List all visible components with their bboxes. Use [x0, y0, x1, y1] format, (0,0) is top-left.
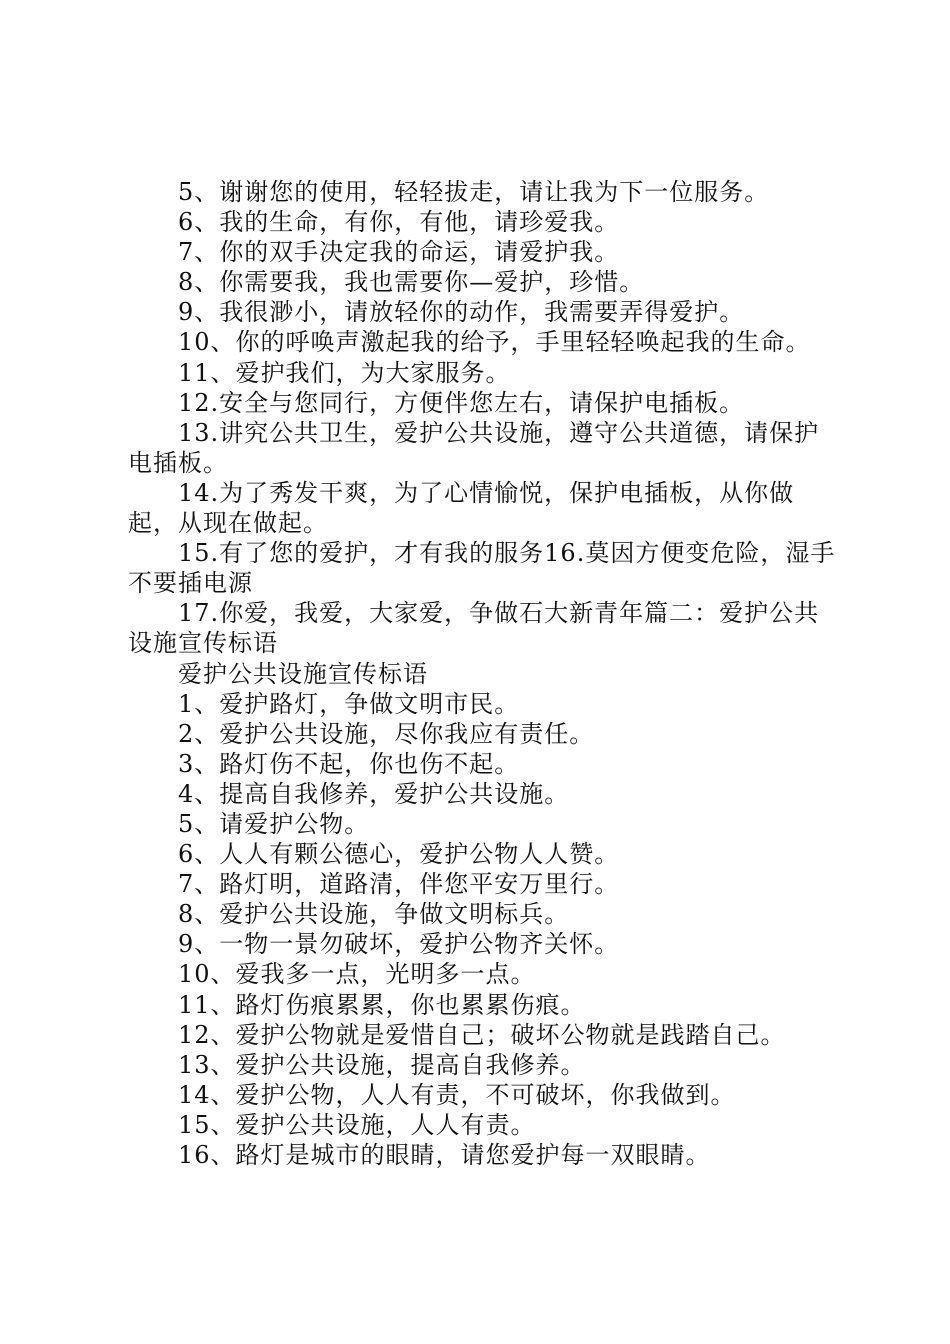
paragraph: 5、谢谢您的使用，轻轻拔走，请让我为下一位服务。	[178, 178, 770, 206]
paragraph: 4、提高自我修养，爱护公共设施。	[178, 779, 570, 808]
paragraph: 12.安全与您同行，方便伴您左右，请保护电插板。	[178, 388, 745, 417]
paragraph: 13.讲究公共卫生，爱护公共设施，遵守公共道德，请保护电插板。	[128, 418, 820, 477]
paragraph: 2、爱护公共设施，尽你我应有责任。	[178, 719, 595, 748]
paragraph: 17.你爱，我爱，大家爱，争做石大新青年篇二：爱护公共设施宣传标语	[128, 599, 820, 658]
paragraph: 1、爱护路灯，争做文明市民。	[178, 689, 520, 718]
paragraph: 14、爱护公物，人人有责，不可破坏，你我做到。	[178, 1080, 736, 1109]
document-body	[128, 177, 840, 1170]
paragraph: 11、爱护我们，为大家服务。	[178, 358, 511, 387]
section-heading: 爱护公共设施宣传标语	[178, 659, 428, 688]
paragraph: 6、人人有颗公德心，爱护公物人人赞。	[178, 840, 620, 869]
paragraph: 7、你的双手决定我的命运，请爱护我。	[178, 238, 620, 267]
paragraph: 11、路灯伤痕累累，你也累累伤痕。	[178, 990, 586, 1019]
paragraph: 3、路灯伤不起，你也伤不起。	[178, 749, 520, 778]
paragraph: 13、爱护公共设施，提高自我修养。	[178, 1050, 586, 1079]
paragraph: 12、爱护公物就是爱惜自己；破坏公物就是践踏自己。	[178, 1020, 786, 1049]
paragraph: 10、你的呼唤声激起我的给予，手里轻轻唤起我的生命。	[178, 328, 811, 357]
paragraph: 15.有了您的爱护，才有我的服务16.莫因方便变危险，湿手不要插电源	[128, 539, 836, 598]
paragraph: 5、请爱护公物。	[178, 809, 370, 838]
paragraph: 15、爱护公共设施，人人有责。	[178, 1110, 536, 1139]
paragraph: 7、路灯明，道路清，伴您平安万里行。	[178, 870, 620, 899]
paragraph: 14.为了秀发干爽，为了心情愉悦，保护电插板，从你做起，从现在做起。	[128, 478, 795, 538]
paragraph: 8、爱护公共设施，争做文明标兵。	[178, 900, 570, 929]
paragraph: 10、爱我多一点，光明多一点。	[178, 960, 536, 989]
paragraph: 6、我的生命，有你，有他，请珍爱我。	[178, 208, 620, 237]
paragraph: 16、路灯是城市的眼睛，请您爱护每一双眼睛。	[178, 1141, 711, 1169]
paragraph: 9、我很渺小，请放轻你的动作，我需要弄得爱护。	[178, 298, 745, 327]
paragraph: 8、你需要我，我也需要你—爱护，珍惜。	[178, 268, 645, 297]
paragraph: 9、一物一景勿破坏，爱护公物齐关怀。	[178, 930, 620, 959]
